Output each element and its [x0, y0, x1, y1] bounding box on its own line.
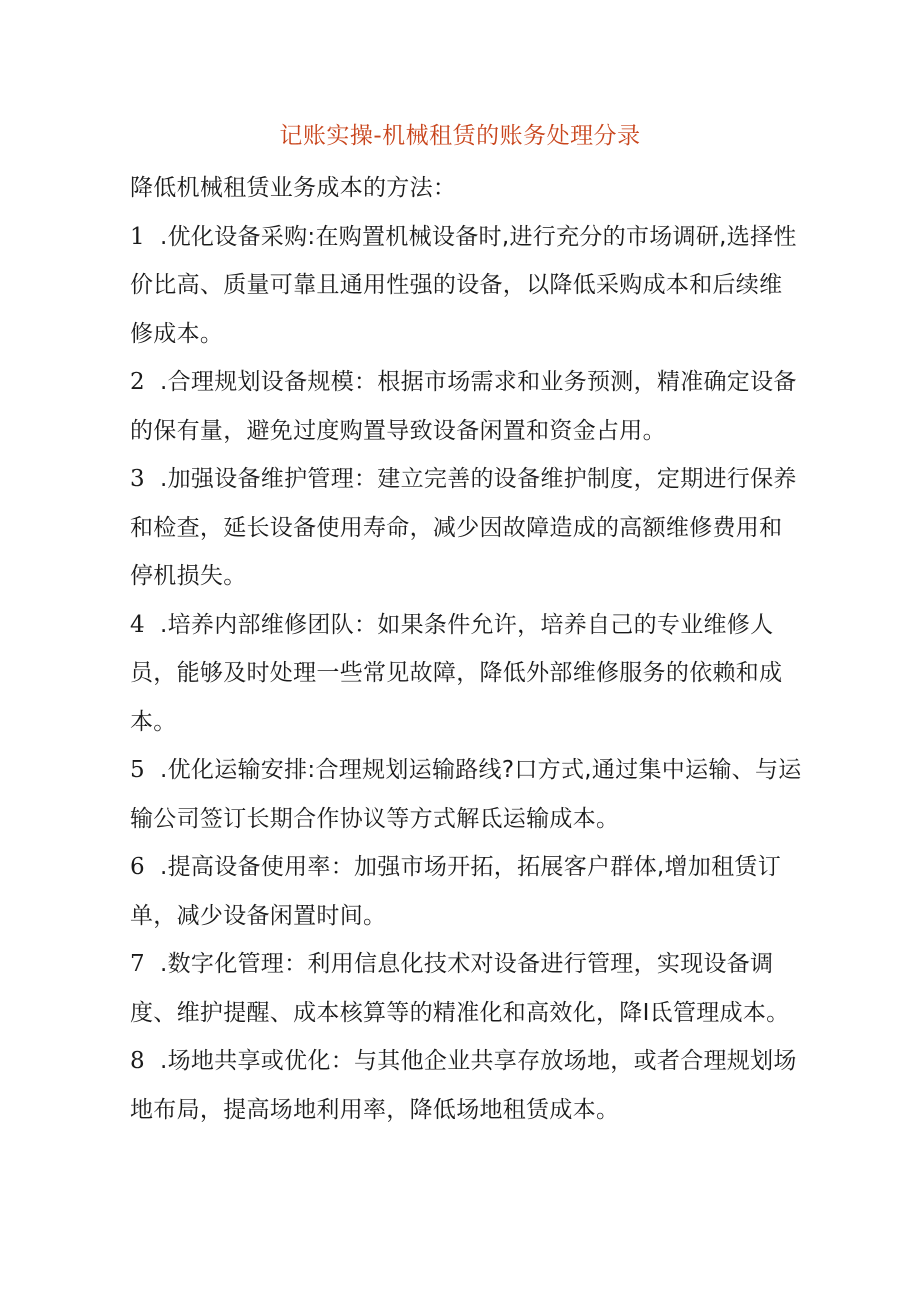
- document-title: 记账实操-机械租赁的账务处理分录: [279, 123, 641, 149]
- item-text: .提高设备使用率：加强市场开拓，拓展客户群体,增加租赁订单，减少设备闲置时间。: [130, 854, 782, 929]
- item-text: .场地共享或优化：与其他企业共享存放场地，或者合理规划场地布局，提高场地利用率，降低场地租赁成本。: [130, 1048, 797, 1123]
- list-item-3: [130, 455, 802, 601]
- item-number: 4: [130, 611, 145, 638]
- list-item-4: [130, 601, 802, 747]
- list-item-2: [130, 358, 802, 455]
- item-text: .数字化管理：利用信息化技术对设备进行管理，实现设备调度、维护提醒、成本核算等的精准化和高效化，降I氐管理成本。: [130, 951, 790, 1026]
- list-item-1: [130, 213, 802, 359]
- list-item-8: [130, 1037, 802, 1134]
- item-text: .优化运输安排:合理规划运输路线?口方式,通过集中运输、与运输公司签订长期合作协议等方式解氐运输成本。: [130, 757, 802, 832]
- item-number: 8: [130, 1048, 145, 1074]
- item-number: 7: [130, 951, 145, 977]
- item-text: .优化设备采购:在购置机械设备时,进行充分的市场调研,选择性价比高、质量可靠且通用性强的设备，以降低采购成本和后续维修成本。: [130, 223, 797, 347]
- item-number: 3: [130, 466, 145, 492]
- list-item-7: [130, 940, 802, 1037]
- list-item-6: [130, 843, 802, 940]
- item-number: 2: [130, 369, 145, 395]
- item-number: 1: [130, 223, 145, 250]
- item-text: .合理规划设备规模：根据市场需求和业务预测，精准确定设备的保有量，避免过度购置导致设备闲置和资金占用。: [130, 369, 797, 444]
- document-body: [130, 164, 802, 1134]
- item-number: 6: [130, 854, 145, 880]
- list-item-5: [130, 746, 802, 843]
- item-number: 5: [130, 757, 145, 783]
- item-text: .加强设备维护管理：建立完善的设备维护制度，定期进行保养和检查，延长设备使用寿命，减少因故障造成的高额维修费用和停机损失。: [130, 466, 797, 589]
- intro-paragraph: 降低机械租赁业务成本的方法：: [130, 175, 457, 201]
- item-text: .培养内部维修团队：如果条件允许，培养自己的专业维修人员，能够及时处理一些常见故障，降低外部维修服务的依赖和成本。: [130, 611, 783, 735]
